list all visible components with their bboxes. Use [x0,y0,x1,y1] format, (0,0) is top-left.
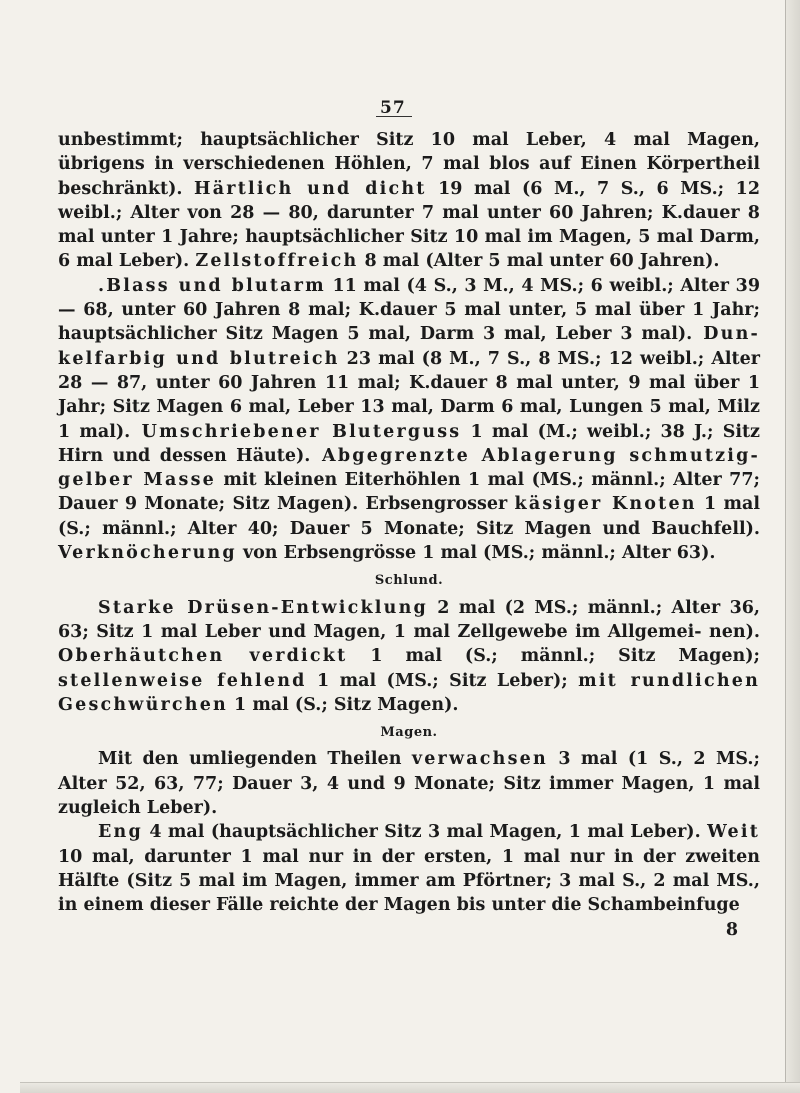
body-text [58,128,760,942]
text-line: Sitz Hirn und dessen Häute). [58,421,760,466]
text-line: 1 Jahr; Sitz Magen 6 mal, Leber 13 mal, Darm 6 mal, Lungen 5 mal, [58,372,760,418]
text-line: von Erbsengrösse 1 mal (MS.; männl.; Alter 63). [236,543,716,564]
text-line: 10 mal, darunter 1 mal nur in der ersten, 1 mal nur in der zweiten [58,846,760,867]
page-number: 57 [380,98,406,118]
text-line: 36, 63; Sitz 1 mal Leber und Magen, 1 mal Zellgewebe im Allgemei- [58,597,761,642]
spaced-term: Härtlich und dicht [194,178,427,199]
spaced-term: Dun- [692,324,760,345]
text-line: 8 mal (Alter 5 mal unter 60 Jahren). [358,251,720,272]
spaced-term: Starke Drüsen-Entwicklung [98,597,428,618]
text-line: in einem dieser Fälle reichte der Magen bis unter die Schambeinfuge [58,895,740,916]
spaced-term: gelber Masse [58,470,216,491]
text-line: 1 mal (MS.; Sitz Leber); [306,670,579,691]
text-line: hauptsächlicher Sitz 10 mal im Magen, 5 mal Darm, 6 mal Leber). [58,227,761,272]
section-heading-schlund: Schlund. [374,573,444,589]
text-line: 1 mal (S.; Sitz Magen). [227,694,459,715]
spaced-term: Oberhäutchen verdickt [58,646,348,667]
text-line: 1 mal (M.; weibl.; 38 J.; [461,421,714,442]
spaced-term: Umschriebener Bluterguss [130,421,462,442]
paragraph-blass [58,274,760,566]
text-line: Hälfte (Sitz 5 mal im Magen, immer am Pförtner; 3 mal S., 2 mal MS., [58,870,760,891]
text-line: Milz 1 mal). [58,397,760,442]
text-line: zugleich Leber). [58,798,218,819]
spaced-term: stellenweise fehlend [58,670,307,691]
spaced-term: Abgegrenzte Ablagerung schmutzig- [310,445,760,466]
text-line: 11 mal (4 S., 3 M., 4 MS.; 6 weibl.; Alter [325,275,730,296]
paragraph-schlund [58,596,760,717]
spaced-term: käsiger Knoten [514,494,697,515]
spaced-term: kelfarbig und blutreich [58,348,340,369]
section-heading-magen: Magen. [380,725,438,741]
spaced-term: Eng [98,822,143,843]
text-line: 2 mal (2 MS.; männl.; Alter [427,597,721,618]
text-line: 28 — 87, unter 60 Jahren 11 mal; K.dauer 8 mal unter, 9 mal über [58,372,740,393]
text-line: 3 mal (1 S., 2 MS.; [547,749,760,770]
text-line: Dauer 9 Monate; Sitz Magen). Erbsengrosser [58,494,515,515]
text-line: Alter 52, 63, 77; Dauer 3, 4 und 9 Monate; Sitz immer Magen, 1 mal [58,773,760,794]
text-line: in verschiedenen Höhlen, 7 mal blos auf Einen Körpertheil beschränkt). [58,154,760,199]
spaced-term: Geschwürchen [58,694,228,715]
spaced-term: Zellstoffreich [195,251,359,272]
text-line: 39 — 68, unter 60 Jahren 8 mal; K.dauer 5 mal unter, 5 mal über 1 Jahr; [58,275,760,321]
text-line: 4 mal (hauptsächlicher Sitz 3 mal Magen, 1 mal Leber). [142,822,708,843]
text-line: nen). [709,621,761,642]
text-line: 1 mal (S.; männl.; Sitz Magen); [347,646,760,667]
paragraph-haertlich [58,128,760,274]
text-line: 19 mal (6 M., 7 S., 6 MS.; 12 weibl.; Alter von [58,178,761,223]
text-line: hauptsächlicher Sitz Magen 5 mal, Darm 3 mal, Leber 3 mal). [58,324,693,345]
spaced-term: verwachsen [411,749,548,770]
paragraph-verwachsen [58,747,760,820]
text-line: 1 mal [696,494,760,515]
text-line: 28 — 80, darunter 7 mal unter 60 Jahren; K.dauer 8 mal unter 1 Jahre; [58,202,760,248]
text-line: unbestimmt; hauptsächlicher Sitz 10 mal Leber, 4 mal Magen, übrigens [58,130,760,175]
paragraph-eng-weit [58,820,760,917]
spaced-term: .Blass und blutarm [98,275,326,296]
spaced-term: mit rundlichen [578,670,761,691]
text-line: Mit den umliegenden Theilen [98,749,412,770]
text-line: (S.; männl.; Alter 40; Dauer 5 Monate; Sitz Magen und Bauchfell). [58,518,760,539]
page-edge-right [785,0,800,1093]
spaced-term: Verknöcherung [58,543,237,564]
spaced-term: Weit [707,822,760,843]
text-line: mit kleinen Eiterhöhlen 1 mal (MS.; männl.; Alter 77; [215,470,760,491]
text-line: 23 mal (8 M., 7 S., 8 MS.; 12 weibl.; Alter [339,348,760,369]
page-edge-bottom [20,1082,800,1093]
catchword: 8 [725,919,738,940]
